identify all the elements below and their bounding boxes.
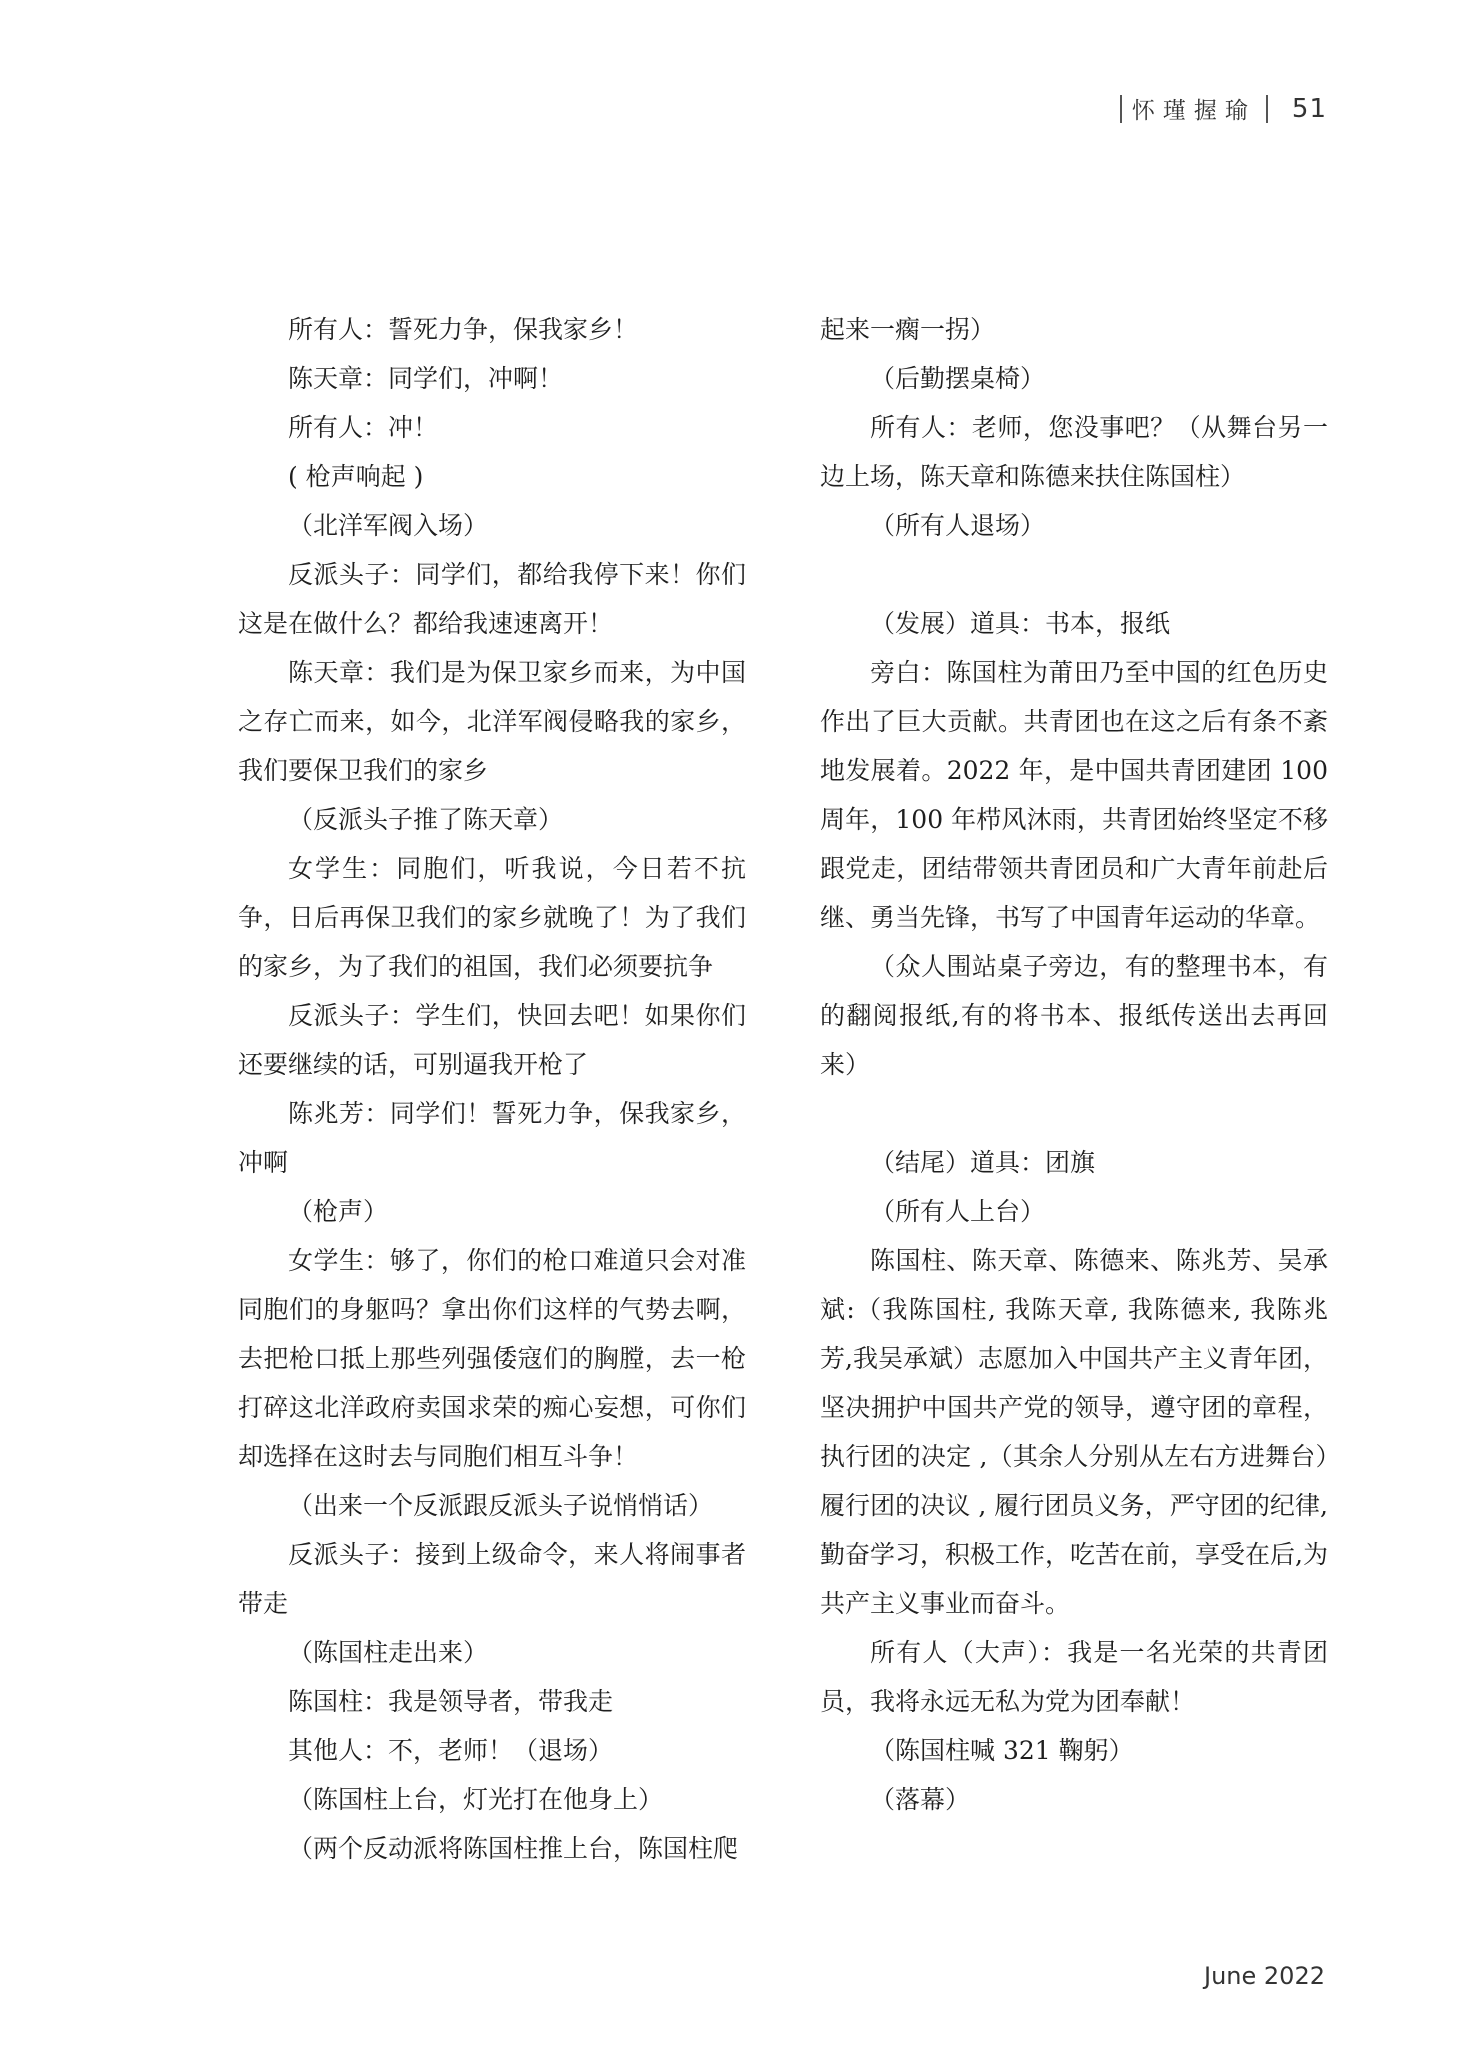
script-line: 所有人：誓死力争，保我家乡！ [288,315,639,344]
header-divider-right [1266,95,1268,123]
script-line: 反派头子：学生们，快回去吧！如果你们还要继续的话，可别逼我开枪了 [238,1001,746,1079]
script-line: 所有人（大声）：我是一名光荣的共青团员，我将永远无私为党为团奉献！ [820,1638,1328,1716]
script-line: 陈兆芳：同学们！誓死力争，保我家乡，冲啊 [238,1099,746,1177]
spacer [820,550,1328,599]
stage-direction: （陈国柱走出来） [288,1638,489,1667]
stage-direction: （北洋军阀入场） [288,511,489,540]
script-line: 反派头子：接到上级命令，来人将闹事者带走 [238,1540,746,1618]
spacer [820,1089,1328,1138]
script-line: 反派头子：同学们，都给我停下来！你们这是在做什么？都给我速速离开！ [238,560,746,638]
scene-heading: （结尾）道具：团旗 [870,1148,1096,1177]
script-line: 所有人：老师，您没事吧？（从舞台另一边上场，陈天章和陈德来扶住陈国柱） [820,413,1328,491]
stage-direction: （所有人上台） [870,1197,1046,1226]
right-column [820,305,1336,1824]
page-number: 51 [1291,93,1327,124]
script-line: 女学生：同胞们，听我说，今日若不抗争，日后再保卫我们的家乡就晚了！为了我们的家乡，为了我们的祖国，我们必须要抗争 [238,854,746,981]
script-line: 女学生：够了，你们的枪口难道只会对准同胞们的身躯吗？拿出你们这样的气势去啊，去把枪口抵上那些列强倭寇们的胸膛，去一枪打碎这北洋政府卖国求荣的痴心妄想，可你们却选择在这时去与同胞们相互斗争！ [238,1246,746,1471]
running-header [1110,92,1327,125]
left-column [238,305,746,1873]
stage-direction: （反派头子推了陈天章） [288,805,564,834]
script-line: 陈天章：同学们，冲啊！ [288,364,564,393]
stage-direction: （落幕） [870,1785,971,1814]
script-line: 所有人：冲！ [288,413,439,442]
stage-direction: （陈国柱上台，灯光打在他身上） [288,1785,664,1814]
oath-passage: 陈国柱、陈天章、陈德来、陈兆芳、吴承斌:（我陈国柱, 我陈天章, 我陈德来, 我陈兆芳,我吴承斌）志愿加入中国共产主义青年团，坚决拥护中国共产党的领导，遵守团的章程，执行团的决定 ,（其余人分别从左右方进舞台）履行团的决议 , 履行团员义务，严守团的纪律,勤奋学习，积极工作，吃苦在前，享受在后,为共产主义事业而奋斗。 [820,1246,1328,1618]
stage-direction: （所有人退场） [870,511,1046,540]
script-line: 陈天章：我们是为保卫家乡而来，为中国之存亡而来，如今，北洋军阀侵略我的家乡，我们要保卫我们的家乡 [238,658,746,785]
stage-direction: （出来一个反派跟反派头子说悄悄话） [288,1491,714,1520]
script-line: 其他人：不，老师！（退场） [288,1736,614,1765]
scene-heading: （发展）道具：书本，报纸 [870,609,1171,638]
stage-direction: （枪声） [288,1197,389,1226]
header-divider-left [1120,95,1122,123]
stage-direction: （两个反动派将陈国柱推上台，陈国柱爬 [288,1834,739,1863]
stage-direction: （众人围站桌子旁边，有的整理书本，有的翻阅报纸,有的将书本、报纸传送出去再回来） [820,952,1328,1079]
stage-direction: （后勤摆桌椅） [870,364,1046,393]
script-line: 陈国柱：我是领导者，带我走 [288,1687,614,1716]
issue-date: June 2022 [1204,1962,1325,1990]
continued-line: 起来一瘸一拐） [820,315,996,344]
stage-direction: ( 枪声响起 ) [288,462,424,491]
narration: 旁白：陈国柱为莆田乃至中国的红色历史作出了巨大贡献。共青团也在这之后有条不紊地发展着。2022 年，是中国共青团建团 100 周年，100 年栉风沐雨，共青团始终坚定不移跟党走，团结带领共青团员和广大青年前赴后继、勇当先锋，书写了中国青年运动的华章。 [820,658,1336,932]
stage-direction: （陈国柱喊 321 鞠躬） [870,1736,1134,1765]
section-title: 怀瑾握瑜 [1131,98,1256,124]
